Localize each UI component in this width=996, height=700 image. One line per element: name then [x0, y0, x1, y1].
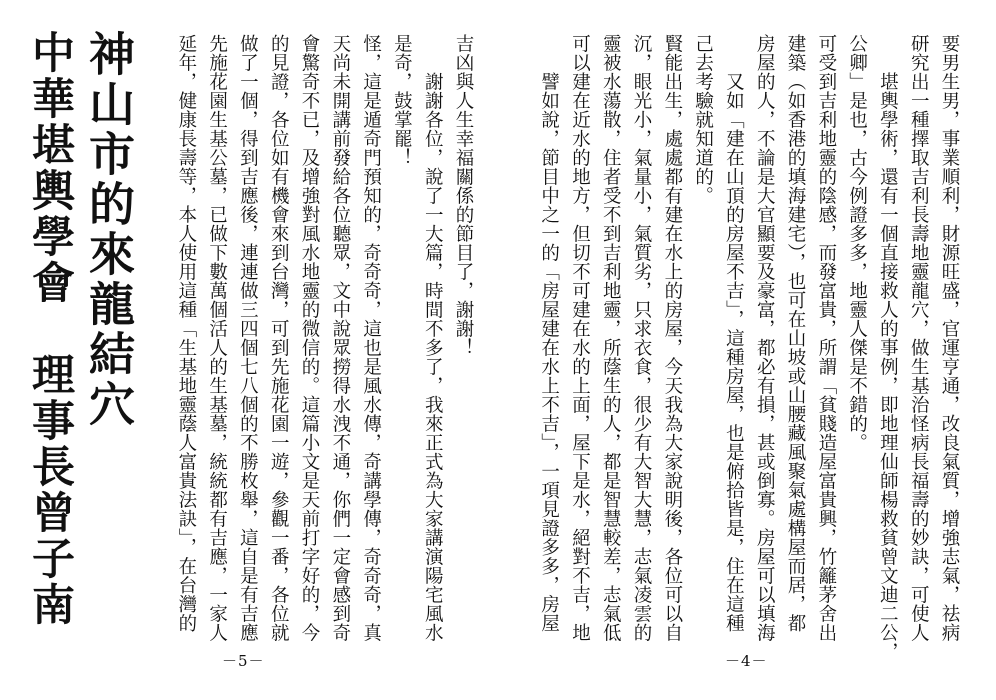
text-line: 的見證，各位如有機會來到台灣，可到先施花園一遊，參觀一番，各位就 [268, 34, 290, 642]
text-line: 要男生男，事業順利，財源旺盛，官運亨通，改良氣質，增強志氣，祛病 [939, 34, 960, 642]
text-line: 己去考驗就知道的。 [692, 34, 714, 205]
text-line: 堪輿學術，還有一個直接救人的事例，即地理仙師楊救貧曾文迪二公， [877, 34, 899, 661]
article-author: 中華堪輿學會 理事長曾子南 [25, 30, 75, 628]
text-line: 延年，健康長壽等，本人使用這種「生基地靈蔭人富貴法訣」，在台灣的 [175, 34, 197, 633]
page-number: －5－ [222, 652, 265, 670]
text-line: 謝謝各位，說了一大篇，時間不多了，我來正式為大家講演陽宅風水 [422, 34, 444, 642]
article-title: 神山市的來龍結穴 [82, 30, 136, 430]
text-line: 天尚未開講前發給各位聽眾，文中說眾撈得水洩不通，你們一定會感到奇 [329, 34, 351, 642]
text-line: 建築（如香港的填海建宅），也可在山坡或山腰藏風聚氣處構屋而居，都 [785, 34, 807, 633]
text-line: 先施花園生基公墓，已做下數萬個活人的生基墓，統統都有吉應，一家人 [206, 34, 228, 642]
text-line: 靈被水蕩散，住者受不到吉利地靈，所蔭生的人，都是智慧較差，志氣低 [600, 34, 622, 642]
text-line: 會驚奇不已，及增強對風水地靈的微信的。這篇小文是天前打字好的，今 [299, 34, 321, 642]
text-line: 可受到吉利地靈的陰感，而發富貴，所謂「貧賤造屋富貴興，竹籬茅舍出 [815, 34, 837, 642]
text-line: 可以建在近水的地方，但切不可建在水的上面，屋下是水，絕對不吉，地 [569, 34, 591, 642]
text-line: 怪，這是遁奇門預知的，奇奇奇，這也是風水傳，奇講學傳，奇奇奇，真 [360, 34, 382, 642]
text-line: 是奇，鼓掌罷！ [391, 34, 413, 167]
text-line: 公卿」是也，古今例證多多，地靈人傑是不錯的。 [846, 34, 868, 452]
text-line: 做了一個，得到吉應後，連連做三四個七八個的不勝枚舉，這自是有吉應 [237, 34, 259, 642]
text-line: 研究出一種擇取吉利長壽地靈龍穴，做生基治怪病長福壽的妙訣，可使人 [908, 34, 930, 642]
text-line: 沉，眼光小，氣量小，氣質劣，只求衣食，很少有大智大慧，志氣凌雲的 [631, 34, 653, 642]
text-line: 吉凶與人生幸福關係的節目了，謝謝！ [453, 34, 474, 357]
page-number: －4－ [725, 652, 768, 670]
left-page-body [138, 34, 478, 642]
text-line: 賢能出生，處處都有建在水上的房屋，今天我為大家說明後，各位可以自 [661, 34, 683, 642]
text-line: 房屋的人，不論是大官顯要及豪富，都必有損，甚或倒寡。房屋可以填海 [754, 34, 776, 642]
right-page [498, 0, 996, 700]
text-line: 又如「建在山頂的房屋不吉」，這種房屋，也是俯拾皆是，住在這種 [723, 34, 745, 633]
right-page-body [538, 34, 964, 661]
text-line: 譬如說，節目中之一的「房屋建在水上不吉」，一項見證多多，房屋 [538, 34, 560, 633]
